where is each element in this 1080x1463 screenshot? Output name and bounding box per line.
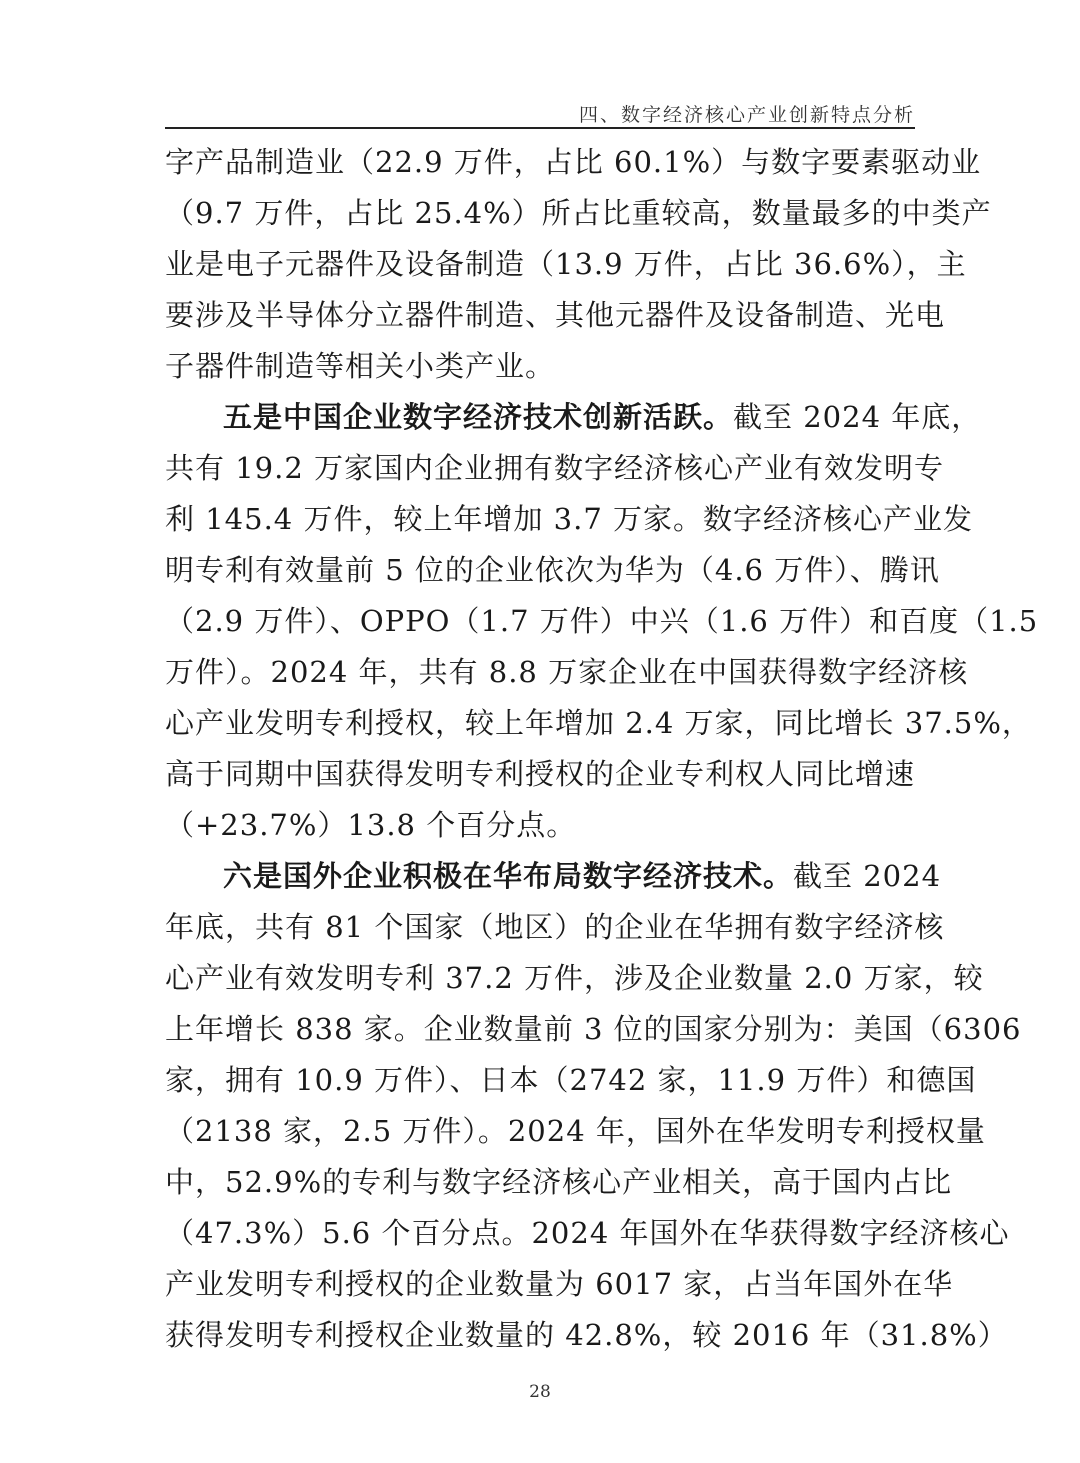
text-line: 业是电子元器件及设备制造（13.9 万件，占比 36.6%），主: [165, 247, 967, 281]
text-line: 明专利有效量前 5 位的企业依次为华为（4.6 万件）、腾讯: [165, 553, 940, 587]
paragraph-lead: 五是中国企业数字经济技术创新活跃。: [223, 400, 734, 434]
paragraph-1: [165, 137, 992, 392]
text-line: 产业发明专利授权的企业数量为 6017 家，占当年国外在华: [165, 1267, 954, 1301]
text-line: 字产品制造业（22.9 万件，占比 60.1%）与数字要素驱动业: [165, 145, 982, 179]
text-span: 截至 2024: [793, 859, 942, 893]
text-line: 获得发明专利授权企业数量的 42.8%，较 2016 年（31.8%）: [165, 1318, 1008, 1352]
text-line: 上年增长 838 家。企业数量前 3 位的国家分别为：美国（6306: [165, 1012, 1022, 1046]
text-line: 心产业发明专利授权，较上年增加 2.4 万家，同比增长 37.5%，: [165, 706, 1032, 740]
text-line: 共有 19.2 万家国内企业拥有数字经济核心产业有效发明专: [165, 451, 945, 485]
text-line: （2.9 万件）、OPPO（1.7 万件）中兴（1.6 万件）和百度（1.5: [165, 604, 1039, 638]
page-number: 28: [529, 1382, 551, 1402]
text-line: 万件）。2024 年，共有 8.8 万家企业在中国获得数字经济核: [165, 655, 969, 689]
paragraph-lead: 六是国外企业积极在华布局数字经济技术。: [223, 859, 794, 893]
paragraph-2: [165, 392, 1039, 851]
header-rule: [165, 127, 915, 129]
running-header: 四、数字经济核心产业创新特点分析: [578, 104, 915, 126]
text-line: （+23.7%）13.8 个百分点。: [165, 808, 577, 842]
text-line: 心产业有效发明专利 37.2 万件，涉及企业数量 2.0 万家，较: [165, 961, 984, 995]
text-line: （9.7 万件，占比 25.4%）所占比重较高，数量最多的中类产: [165, 196, 992, 230]
text-line: 年底，共有 81 个国家（地区）的企业在华拥有数字经济核: [165, 910, 945, 944]
text-line: 家，拥有 10.9 万件）、日本（2742 家，11.9 万件）和德国: [165, 1063, 977, 1097]
text-line: [165, 851, 942, 902]
text-line: [165, 392, 982, 443]
text-line: （2138 家，2.5 万件）。2024 年，国外在华发明专利授权量: [165, 1114, 986, 1148]
text-line: （47.3%）5.6 个百分点。2024 年国外在华获得数字经济核心: [165, 1216, 1010, 1250]
text-line: 要涉及半导体分立器件制造、其他元器件及设备制造、光电: [165, 298, 946, 332]
text-span: 截至 2024 年底，: [733, 400, 982, 434]
paragraph-3: [165, 851, 1022, 1361]
text-line: 子器件制造等相关小类产业。: [165, 349, 556, 383]
body-text: [165, 137, 1039, 1361]
text-line: 利 145.4 万件，较上年增加 3.7 万家。数字经济核心产业发: [165, 502, 974, 536]
text-line: 高于同期中国获得发明专利授权的企业专利权人同比增速: [165, 757, 916, 791]
text-line: 中，52.9%的专利与数字经济核心产业相关，高于国内占比: [165, 1165, 953, 1199]
